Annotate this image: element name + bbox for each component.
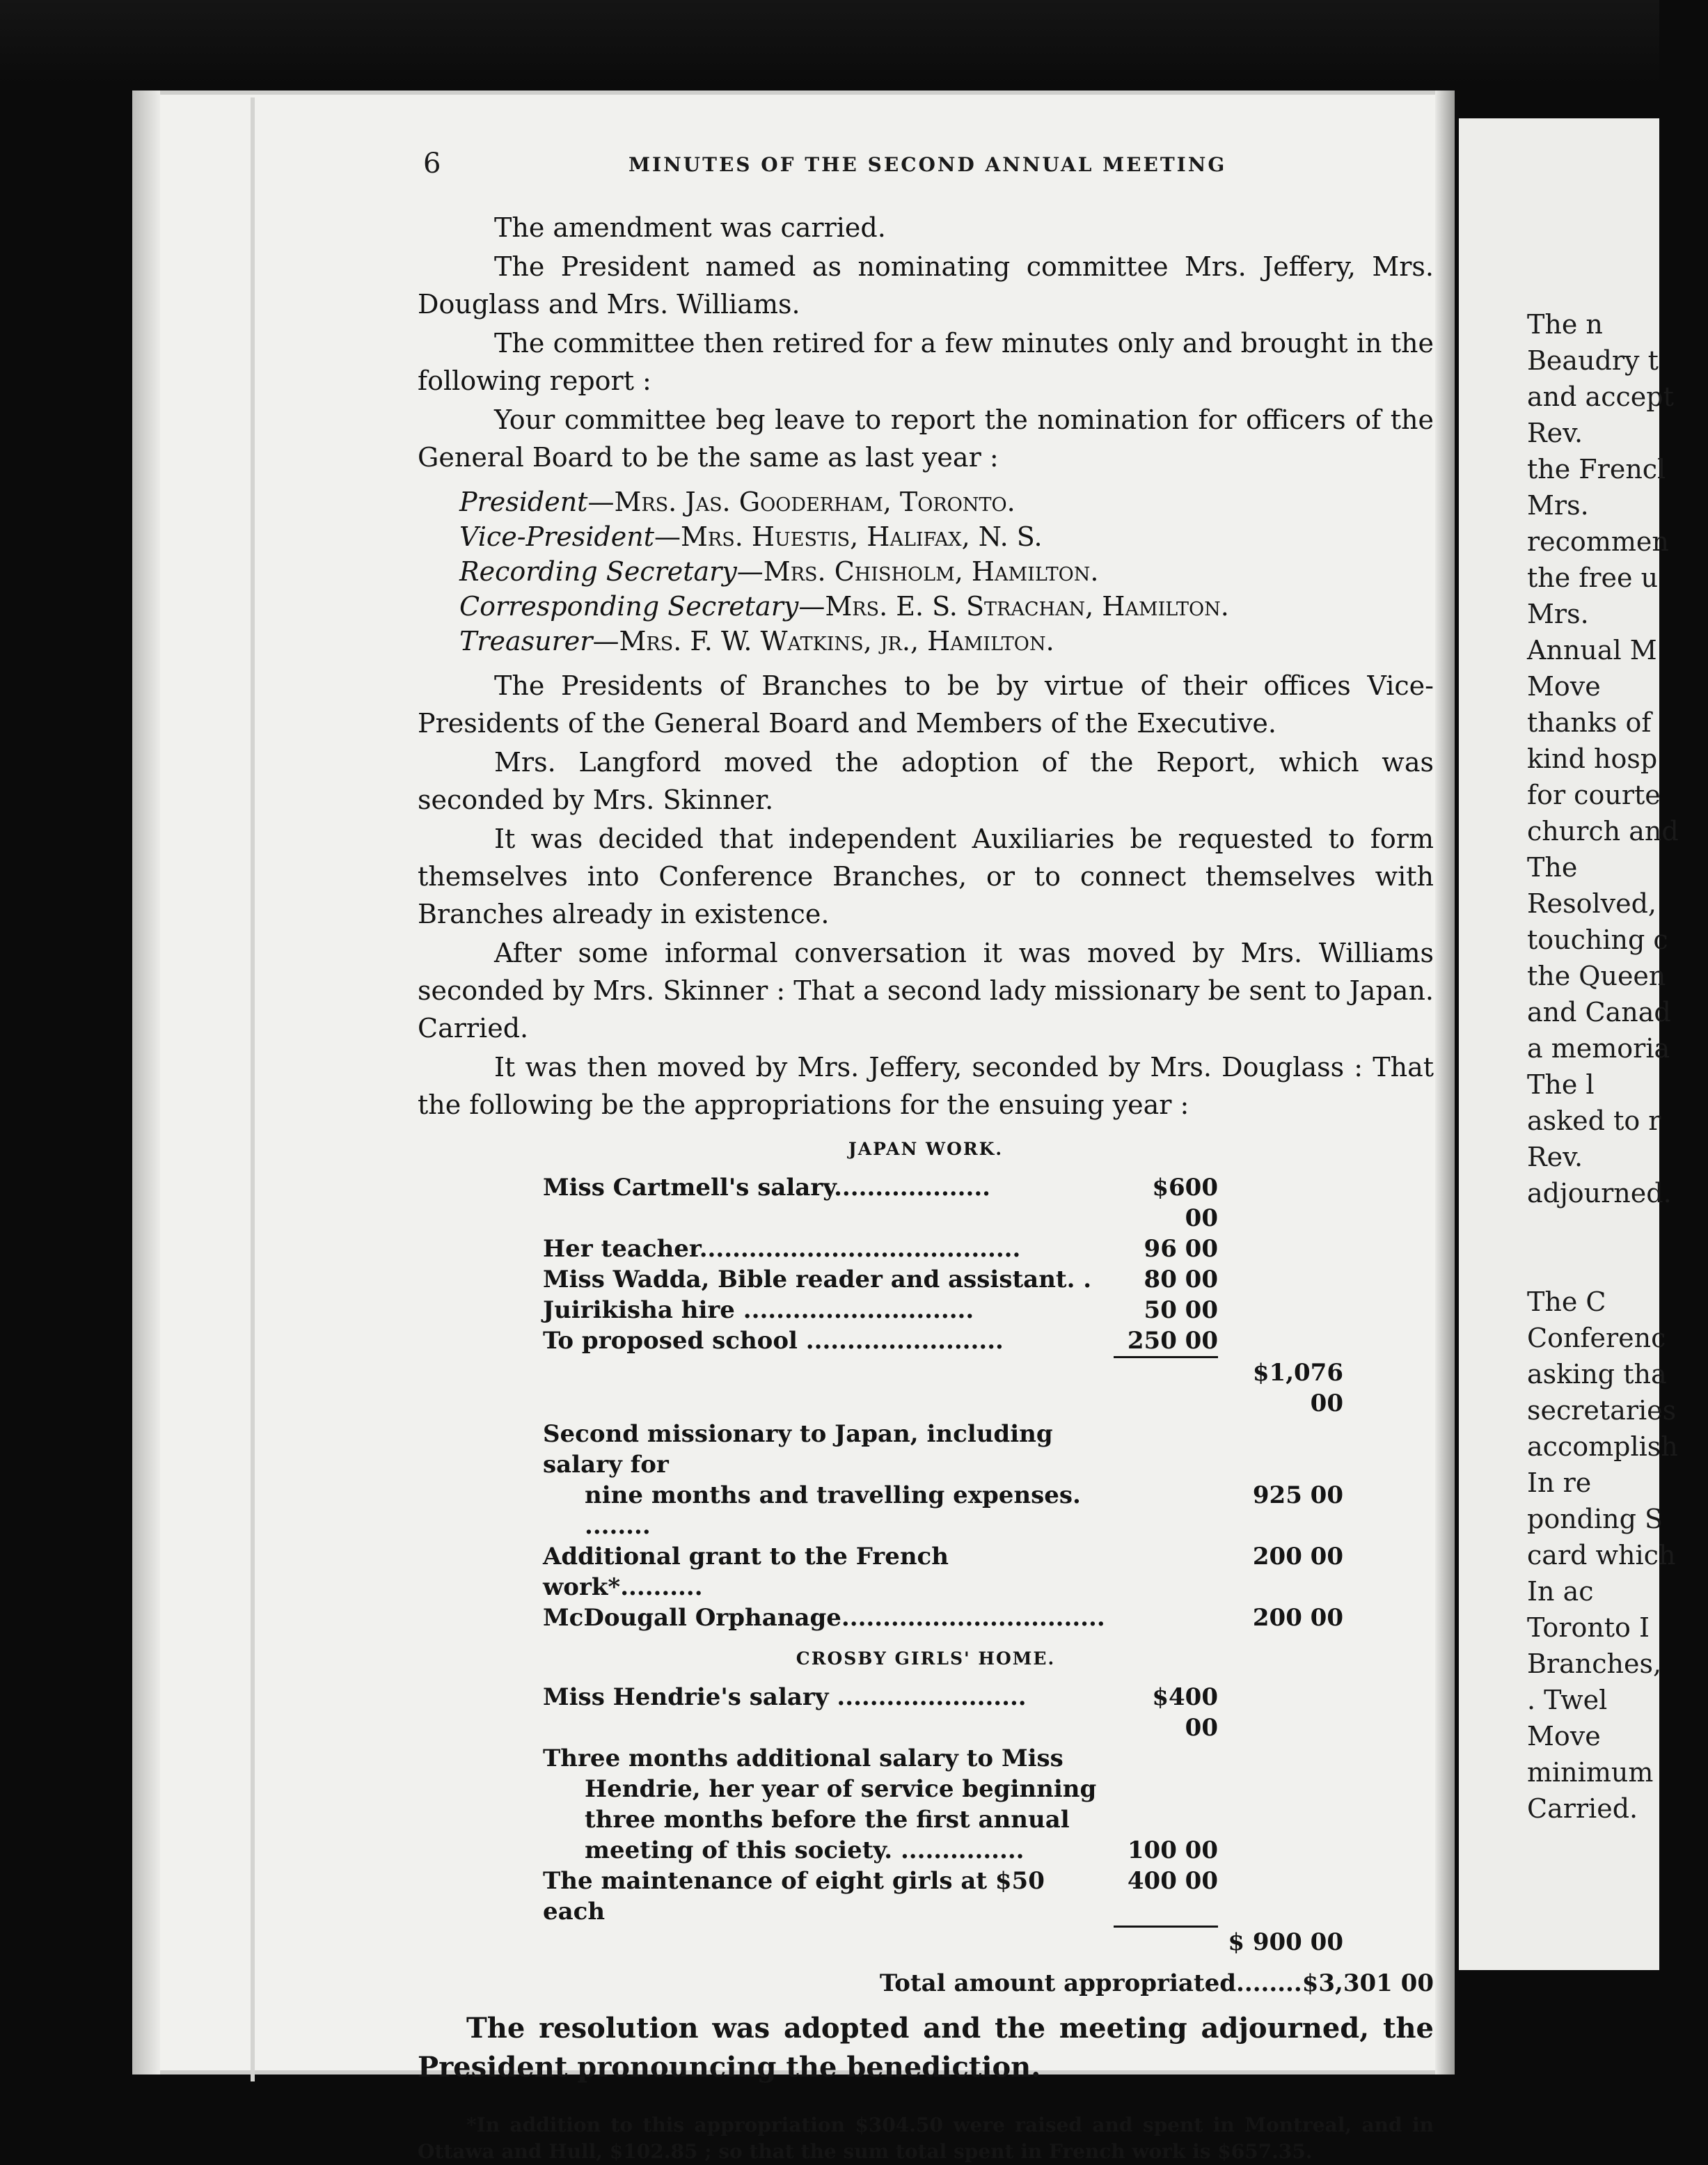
adjacent-page-line: touching c — [1527, 924, 1668, 955]
adjacent-page-line: Branches, — [1527, 1648, 1662, 1679]
adjacent-page-line: card which — [1527, 1540, 1676, 1570]
adjacent-page-line — [1527, 1211, 1708, 1247]
page-header — [423, 148, 1231, 189]
adjacent-page-line: thanks of — [1527, 707, 1652, 738]
adjacent-page-line: a memoria — [1527, 1033, 1670, 1064]
officer-name: —Mrs. Chisholm, Hamilton. — [736, 556, 1099, 587]
officer-name: —Mrs. Jas. Gooderham, Toronto. — [587, 487, 1015, 517]
item-amount: 80 00 — [1144, 1266, 1218, 1293]
item-label: Her teacher....................................... — [543, 1235, 1021, 1263]
adjacent-page-line: adjourned. — [1527, 1178, 1672, 1209]
table-row — [543, 1357, 1343, 1419]
item-label: The maintenance of eight girls at $50 each — [543, 1866, 1045, 1926]
item-amount: $600 00 — [1152, 1174, 1218, 1232]
paragraph: The committee then retired for a few minutes only and brought in the following report : — [418, 328, 1434, 396]
table-row — [543, 1295, 1343, 1325]
page-number: 6 — [423, 148, 441, 180]
scan-background — [0, 0, 1659, 84]
adjacent-page — [1459, 118, 1679, 1970]
officer-list — [459, 485, 1434, 659]
table-row — [543, 1927, 1343, 1958]
adjacent-page-line: ponding S — [1527, 1504, 1663, 1534]
item-amount: 200 00 — [1252, 1603, 1343, 1632]
officer-entry — [459, 554, 1434, 589]
table-row — [543, 1480, 1343, 1541]
officer-name: —Mrs. F. W. Watkins, jr., Hamilton. — [592, 626, 1054, 656]
officer-entry — [459, 519, 1434, 554]
adjacent-page-line: minimum — [1527, 1757, 1654, 1788]
table-row — [543, 1541, 1343, 1603]
table-row — [543, 1774, 1343, 1804]
item-label: Second missionary to Japan, including salary for — [543, 1419, 1053, 1479]
item-label: Miss Hendrie's salary ....................... — [543, 1683, 1027, 1711]
running-title: MINUTES OF THE SECOND ANNUAL MEETING — [628, 153, 1227, 176]
paragraph: It was then moved by Mrs. Jeffery, seconded by Mrs. Douglass : That the following be the appropriations for the ensuing year : — [418, 1052, 1434, 1120]
table-row — [543, 1234, 1343, 1264]
item-amount: 250 00 — [1127, 1327, 1218, 1355]
adjacent-page-line: asking tha — [1527, 1359, 1667, 1389]
officer-name: —Mrs. Huestis, Halifax, N. S. — [654, 521, 1043, 552]
table-row — [543, 1325, 1343, 1357]
officer-entry — [459, 624, 1434, 659]
officer-role: President — [459, 487, 588, 517]
officer-role: Corresponding Secretary — [459, 591, 799, 622]
adjacent-page-line: The — [1527, 852, 1578, 883]
adjacent-page-line: Move — [1527, 1721, 1601, 1751]
item-amount: 100 00 — [1127, 1836, 1218, 1864]
table-row — [543, 1172, 1343, 1234]
adjacent-page-line: accomplish — [1527, 1431, 1678, 1462]
officer-role: Treasurer — [459, 626, 593, 656]
adjacent-page-line: Conferenc — [1527, 1323, 1666, 1353]
adjacent-page-line: for courte — [1527, 780, 1661, 810]
document-body — [418, 209, 1434, 2165]
adjacent-page-line: . Twel — [1527, 1685, 1608, 1715]
adjacent-page-line: Annual M — [1527, 635, 1657, 666]
adjacent-page-line: the Queen — [1527, 961, 1666, 991]
japan-work-table — [543, 1172, 1343, 1633]
adjacent-page-line: The l — [1527, 1069, 1595, 1100]
adjacent-page-line: In ac — [1527, 1576, 1594, 1607]
item-amount: 925 00 — [1252, 1481, 1343, 1509]
item-amount: 96 00 — [1144, 1235, 1218, 1263]
adjacent-page-line: church and — [1527, 816, 1679, 847]
crosby-home-table — [543, 1682, 1343, 1958]
japan-subtotal: $1,076 00 — [1252, 1358, 1343, 1417]
adjacent-page-line: and Canad — [1527, 997, 1671, 1028]
adjacent-page-line — [1527, 1247, 1708, 1284]
adjacent-page-line: the Frencl — [1527, 454, 1666, 485]
paragraph: The amendment was carried. — [494, 212, 886, 243]
item-label: nine months and travelling expenses. ........ — [585, 1481, 1081, 1540]
adjacent-page-line: asked to r — [1527, 1105, 1661, 1136]
adjacent-page-line: Beaudry t — [1527, 345, 1659, 376]
item-label: Juirikisha hire ............................ — [543, 1296, 974, 1324]
paragraph: The President named as nominating committee Mrs. Jeffery, Mrs. Douglass and Mrs. Williams. — [418, 251, 1434, 320]
page-fold — [251, 97, 255, 2081]
item-label: meeting of this society. ............... — [585, 1836, 1025, 1864]
item-label: Additional grant to the French work*.......... — [543, 1542, 949, 1601]
adjacent-page-line: and accept — [1527, 381, 1674, 412]
paragraph: The Presidents of Branches to be by virtue of their offices Vice-Presidents of the General Board and Members of the Executive. — [418, 670, 1434, 739]
total-label: Total amount appropriated........ — [879, 1969, 1302, 1997]
adjacent-page-line: Rev. — [1527, 418, 1583, 448]
adjacent-page-line: Resolved, — [1527, 888, 1656, 919]
adjacent-page-line: Mrs. — [1527, 599, 1589, 629]
item-label: Hendrie, her year of service beginning — [585, 1774, 1097, 1803]
table-row — [543, 1835, 1343, 1866]
adjacent-page-line: secretaries — [1527, 1395, 1677, 1426]
adjacent-page-line: The C — [1527, 1286, 1606, 1317]
adjacent-page-line: the free u — [1527, 562, 1659, 593]
total-amount: $3,301 00 — [1302, 1969, 1434, 1997]
table-row — [543, 1682, 1343, 1743]
table-row — [543, 1866, 1343, 1927]
paragraph: Mrs. Langford moved the adoption of the Report, which was seconded by Mrs. Skinner. — [418, 747, 1434, 815]
closing-paragraph: The resolution was adopted and the meeting adjourned, the President pronouncing the benediction. — [418, 2011, 1434, 2084]
adjacent-page-line: Move — [1527, 671, 1601, 702]
adjacent-page-line: Carried. — [1527, 1793, 1638, 1824]
paragraph: After some informal conversation it was moved by Mrs. Williams seconded by Mrs. Skinner : That a second lady missionary be sent to Japan. Carried. — [418, 938, 1434, 1044]
paragraph: Your committee beg leave to report the nomination for officers of the General Board to be the same as last year : — [418, 404, 1434, 473]
paragraph: It was decided that independent Auxiliaries be requested to form themselves into Conference Branches, or to connect themselves with Branches already in existence. — [418, 824, 1434, 929]
table-row — [543, 1743, 1343, 1774]
officer-name: —Mrs. E. S. Strachan, Hamilton. — [798, 591, 1229, 622]
crosby-subtotal: $ 900 00 — [1228, 1928, 1343, 1956]
table-row — [543, 1603, 1343, 1633]
table-row — [543, 1804, 1343, 1835]
item-label: Miss Cartmell's salary................... — [543, 1174, 990, 1202]
officer-entry — [459, 485, 1434, 519]
adjacent-page-line: In re — [1527, 1467, 1592, 1498]
officer-role: Recording Secretary — [459, 556, 737, 587]
item-amount: $400 00 — [1152, 1683, 1218, 1742]
crosby-home-heading: CROSBY GIRLS' HOME. — [796, 1648, 1056, 1669]
item-label: McDougall Orphanage................................ — [543, 1603, 1105, 1632]
item-label: To proposed school ........................ — [543, 1327, 1004, 1355]
japan-work-heading: JAPAN WORK. — [848, 1139, 1004, 1159]
total-line — [418, 1965, 1434, 2002]
item-amount: 400 00 — [1127, 1866, 1218, 1895]
adjacent-page-line: Rev. — [1527, 1142, 1583, 1172]
table-row — [543, 1419, 1343, 1480]
officer-role: Vice-President — [459, 521, 654, 552]
adjacent-page-line: Mrs. — [1527, 490, 1589, 521]
item-amount: 50 00 — [1144, 1296, 1218, 1324]
adjacent-page-line: kind hosp — [1527, 743, 1658, 774]
officer-entry — [459, 589, 1434, 624]
footnote: *In addition to this appropriation $304.50 were raised and spent in Montreal, and in Ottawa and Hull, $102.85 ; so that the sum total spent in French work is $657.35. — [418, 2113, 1434, 2163]
item-label: three months before the first annual — [585, 1805, 1070, 1834]
item-label: Miss Wadda, Bible reader and assistant. . — [543, 1266, 1092, 1293]
item-amount: 200 00 — [1252, 1542, 1343, 1570]
adjacent-page-text — [1527, 306, 1708, 1827]
adjacent-page-line: recommen — [1527, 526, 1669, 557]
table-row — [543, 1264, 1343, 1295]
item-label: Three months additional salary to Miss — [543, 1744, 1063, 1772]
adjacent-page-line: Toronto I — [1527, 1612, 1650, 1643]
adjacent-page-line: The n — [1527, 309, 1603, 340]
